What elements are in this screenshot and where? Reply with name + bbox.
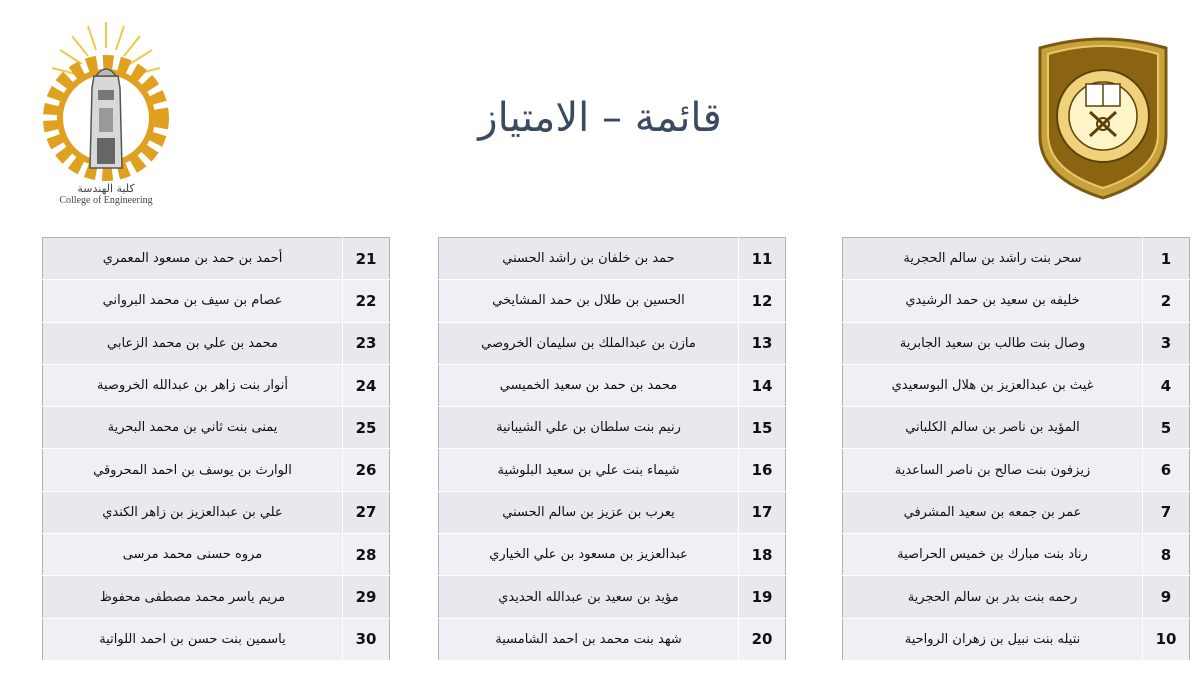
student-name: خليفه بن سعيد بن حمد الرشيدي [843,280,1143,322]
row-number: 5 [1143,407,1190,449]
row-number: 21 [343,238,390,280]
table-row [43,449,390,491]
row-number: 30 [343,618,390,660]
logo-caption-english: College of Engineering [59,195,153,206]
table-row [43,238,390,280]
table-row [43,280,390,322]
student-name: محمد بن علي بن محمد الزعابي [43,322,343,364]
row-number: 22 [343,280,390,322]
table-row [843,534,1190,576]
table-row [439,449,786,491]
table-row [843,238,1190,280]
row-number: 6 [1143,449,1190,491]
table-row [843,449,1190,491]
row-number: 11 [739,238,786,280]
honors-list-table-21-30 [42,237,390,661]
table-row [43,576,390,618]
student-name: رحمه بنت بدر بن سالم الحجرية [843,576,1143,618]
student-name: نتيله بنت نبيل بن زهران الرواحية [843,618,1143,660]
student-name: ياسمين بنت حسن بن احمد اللواتية [43,618,343,660]
student-name: وصال بنت طالب بن سعيد الجابرية [843,322,1143,364]
table-row [43,407,390,449]
student-name: يعرب بن عزيز بن سالم الحسني [439,491,739,533]
row-number: 23 [343,322,390,364]
student-name: الوارث بن يوسف بن احمد المحروقي [43,449,343,491]
row-number: 1 [1143,238,1190,280]
table-row [439,618,786,660]
table-row [843,618,1190,660]
row-number: 12 [739,280,786,322]
honors-list-table-11-20 [438,237,786,661]
table-row [439,576,786,618]
row-number: 25 [343,407,390,449]
row-number: 16 [739,449,786,491]
table-row [843,407,1190,449]
table-row [843,322,1190,364]
row-number: 8 [1143,534,1190,576]
row-number: 4 [1143,364,1190,406]
shield-crest-icon [1034,28,1172,200]
table-row [439,280,786,322]
row-number: 29 [343,576,390,618]
table-row [43,322,390,364]
student-name: غيث بن عبدالعزيز بن هلال البوسعيدي [843,364,1143,406]
student-name: أنوار بنت زاهر بن عبدالله الخروصية [43,364,343,406]
row-number: 3 [1143,322,1190,364]
table-row [43,618,390,660]
student-name: عصام بن سيف بن محمد البرواني [43,280,343,322]
student-name: الحسين بن طلال بن حمد المشايخي [439,280,739,322]
student-name: مريم ياسر محمد مصطفى محفوظ [43,576,343,618]
page-title: قائمة – الامتياز [478,95,722,141]
gear-tower-emblem-icon [36,18,176,183]
row-number: 20 [739,618,786,660]
student-name: شهد بنت محمد بن احمد الشامسية [439,618,739,660]
row-number: 27 [343,491,390,533]
student-name: زيزفون بنت صالح بن ناصر الساعدية [843,449,1143,491]
row-number: 19 [739,576,786,618]
student-name: شيماء بنت علي بن سعيد البلوشية [439,449,739,491]
student-name: رناد بنت مبارك بن خميس الحراصية [843,534,1143,576]
student-name: مازن بن عبدالملك بن سليمان الخروصي [439,322,739,364]
row-number: 13 [739,322,786,364]
table-row [439,534,786,576]
table-row [843,576,1190,618]
row-number: 15 [739,407,786,449]
table-row [43,491,390,533]
row-number: 28 [343,534,390,576]
student-name: سحر بنت راشد بن سالم الحجرية [843,238,1143,280]
student-name: مؤيد بن سعيد بن عبدالله الحديدي [439,576,739,618]
student-name: عمر بن جمعه بن سعيد المشرفي [843,491,1143,533]
row-number: 7 [1143,491,1190,533]
student-name: عبدالعزيز بن مسعود بن علي الخياري [439,534,739,576]
row-number: 26 [343,449,390,491]
college-of-engineering-logo [36,18,176,208]
university-crest-logo [1034,28,1172,200]
logo-caption-arabic: كلية الهندسة [77,182,135,195]
row-number: 9 [1143,576,1190,618]
table-row [439,491,786,533]
row-number: 2 [1143,280,1190,322]
student-name: أحمد بن حمد بن مسعود المعمري [43,238,343,280]
row-number: 18 [739,534,786,576]
table-row [439,238,786,280]
student-name: المؤيد بن ناصر بن سالم الكلباني [843,407,1143,449]
table-row [843,364,1190,406]
row-number: 10 [1143,618,1190,660]
table-row [439,322,786,364]
student-name: يمنى بنت ثاني بن محمد البحرية [43,407,343,449]
table-row [43,534,390,576]
table-row [843,491,1190,533]
table-row [43,364,390,406]
table-row [843,280,1190,322]
student-name: حمد بن خلفان بن راشد الحسني [439,238,739,280]
row-number: 24 [343,364,390,406]
student-name: محمد بن حمد بن سعيد الخميسي [439,364,739,406]
table-row [439,364,786,406]
honors-list-table-1-10 [842,237,1190,661]
row-number: 14 [739,364,786,406]
student-name: رنيم بنت سلطان بن علي الشيبانية [439,407,739,449]
table-row [439,407,786,449]
student-name: مروه حسنى محمد مرسى [43,534,343,576]
student-name: علي بن عبدالعزيز بن زاهر الكندي [43,491,343,533]
row-number: 17 [739,491,786,533]
